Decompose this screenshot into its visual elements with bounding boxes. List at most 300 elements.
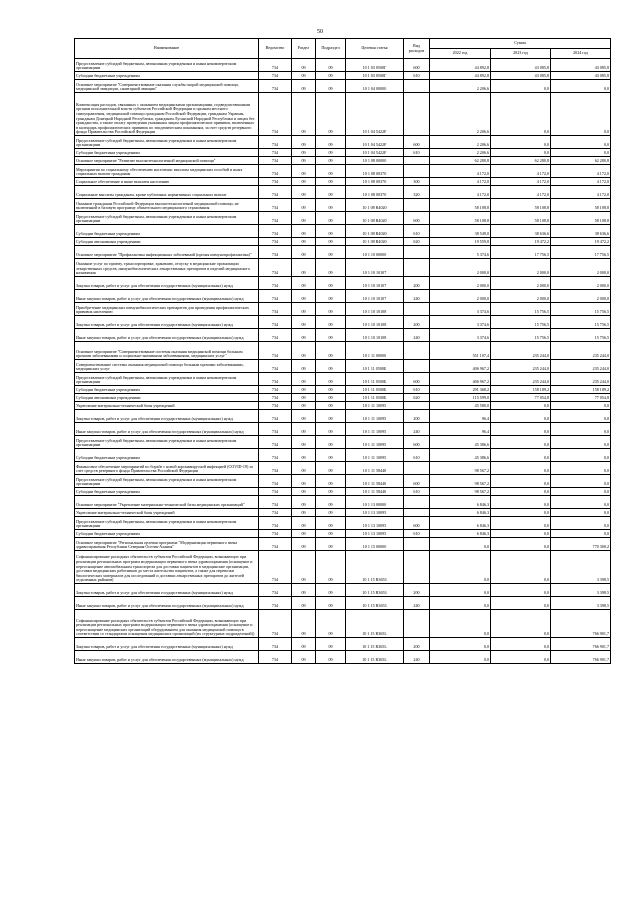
row-podrazdel: 09 — [316, 178, 346, 186]
row-podrazdel: 09 — [316, 538, 346, 551]
table-row — [75, 423, 611, 436]
row-ved: 734 — [259, 290, 292, 303]
row-csr: 10 1 10 10108 — [346, 329, 404, 342]
row-vr: 610 — [404, 72, 430, 80]
row-csr: 10 1 10 00000 — [346, 246, 404, 259]
row-sum-2024: 17 756,5 — [551, 246, 611, 259]
row-podrazdel: 09 — [316, 149, 346, 157]
row-name: Предоставление субсидий бюджетным, автономным учреждениям и иным некоммерческим организациям — [75, 373, 259, 386]
row-razdel: 09 — [292, 509, 316, 517]
row-podrazdel: 09 — [316, 360, 346, 373]
row-podrazdel: 09 — [316, 410, 346, 423]
row-sum-2022: 98 567,2 — [430, 475, 491, 488]
row-podrazdel: 09 — [316, 517, 346, 530]
row-sum-2023: 0,0 — [491, 651, 551, 664]
row-ved: 734 — [259, 149, 292, 157]
table-row — [75, 402, 611, 410]
row-ved: 734 — [259, 462, 292, 475]
table-row — [75, 462, 611, 475]
row-name: Субсидии бюджетным учреждениям — [75, 530, 259, 538]
row-sum-2024: 0,0 — [551, 496, 611, 509]
row-sum-2022: 2 206,6 — [430, 136, 491, 149]
row-sum-2024: 0,0 — [551, 530, 611, 538]
page-number: 50 — [317, 29, 323, 35]
row-ved: 734 — [259, 303, 292, 316]
table-row — [75, 517, 611, 530]
row-razdel: 09 — [292, 530, 316, 538]
row-sum-2023: 0,0 — [491, 530, 551, 538]
row-csr: 10 1 13 00000 — [346, 496, 404, 509]
row-razdel: 09 — [292, 342, 316, 360]
row-ved: 734 — [259, 436, 292, 449]
row-podrazdel: 09 — [316, 610, 346, 638]
row-name: Оказание гражданам Российской Федерации высокотехнологичной медицинской помощи, не включенной в базовую программу обязательного медицинского страхования — [75, 199, 259, 212]
row-vr — [404, 538, 430, 551]
row-vr: 240 — [404, 597, 430, 610]
row-podrazdel: 09 — [316, 199, 346, 212]
row-vr — [404, 610, 430, 638]
row-sum-2022: 96,4 — [430, 423, 491, 436]
row-razdel: 09 — [292, 436, 316, 449]
row-sum-2023: 0,0 — [491, 449, 551, 462]
row-podrazdel: 09 — [316, 436, 346, 449]
row-ved: 734 — [259, 199, 292, 212]
row-sum-2024: 766 901,7 — [551, 651, 611, 664]
row-razdel: 09 — [292, 212, 316, 225]
row-csr: 10 1 11 10095 — [346, 410, 404, 423]
row-podrazdel: 09 — [316, 329, 346, 342]
table-row — [75, 238, 611, 246]
row-sum-2023: 2 000,0 — [491, 277, 551, 290]
row-sum-2023: 15 756,5 — [491, 329, 551, 342]
row-sum-2023: 4 172,0 — [491, 186, 551, 199]
row-sum-2024: 43 085,8 — [551, 72, 611, 80]
row-name: Предоставление субсидий бюджетным, автономным учреждениям и иным некоммерческим организациям — [75, 475, 259, 488]
row-name: Укрепление материально-технической базы учреждений — [75, 402, 259, 410]
budget-table — [74, 38, 611, 664]
row-vr: 300 — [404, 178, 430, 186]
row-vr: 200 — [404, 277, 430, 290]
table-row — [75, 410, 611, 423]
row-csr: 10 1 08 R4020 — [346, 238, 404, 246]
table-row — [75, 303, 611, 316]
row-razdel: 09 — [292, 199, 316, 212]
row-ved: 734 — [259, 538, 292, 551]
row-vr — [404, 496, 430, 509]
row-podrazdel: 09 — [316, 165, 346, 178]
header-2024: 2024 год — [551, 49, 611, 59]
row-razdel: 09 — [292, 410, 316, 423]
table-row — [75, 394, 611, 402]
row-csr: 10 1 04 5422F — [346, 149, 404, 157]
row-sum-2023: 58 108,8 — [491, 212, 551, 225]
row-razdel: 09 — [292, 394, 316, 402]
row-sum-2022: 5 374,6 — [430, 246, 491, 259]
row-vr — [404, 551, 430, 584]
row-csr: 10 1 10 10108 — [346, 316, 404, 329]
table-row — [75, 449, 611, 462]
row-name: Основное мероприятие "Региональная целевая программа "Модернизация первичного звена здравоохранения Республики Северная Осетия-Алания" — [75, 538, 259, 551]
row-vr: 600 — [404, 436, 430, 449]
row-sum-2022: 406 967,2 — [430, 373, 491, 386]
row-ved: 734 — [259, 551, 292, 584]
table-row — [75, 360, 611, 373]
row-sum-2024: 58 108,8 — [551, 199, 611, 212]
table-row — [75, 584, 611, 597]
row-sum-2022: 2 000,0 — [430, 259, 491, 277]
row-sum-2024: 15 756,5 — [551, 303, 611, 316]
row-name: Мероприятия по социальному обеспечению населения: выплаты медицинских пособий и иных социальных выплат гражданам — [75, 165, 259, 178]
row-sum-2022: 45 386,6 — [430, 449, 491, 462]
row-vr — [404, 246, 430, 259]
table-row — [75, 225, 611, 238]
row-podrazdel: 09 — [316, 509, 346, 517]
row-sum-2024: 2 000,0 — [551, 259, 611, 277]
row-razdel: 09 — [292, 329, 316, 342]
row-ved: 734 — [259, 225, 292, 238]
row-razdel: 09 — [292, 449, 316, 462]
row-name: Основное мероприятие "Профилактика инфекционных заболеваний (прочая иммунопрофилактика)" — [75, 246, 259, 259]
row-vr: 200 — [404, 638, 430, 651]
row-sum-2022: 45 580,0 — [430, 402, 491, 410]
row-sum-2022: 406 967,2 — [430, 360, 491, 373]
row-sum-2022: 0,0 — [430, 638, 491, 651]
row-sum-2024: 15 756,5 — [551, 329, 611, 342]
row-sum-2022: 2 206,6 — [430, 80, 491, 93]
row-vr: 240 — [404, 290, 430, 303]
row-sum-2024: 62 280,8 — [551, 157, 611, 165]
row-sum-2024: 15 756,5 — [551, 316, 611, 329]
row-ved: 734 — [259, 246, 292, 259]
row-podrazdel: 09 — [316, 449, 346, 462]
row-razdel: 09 — [292, 186, 316, 199]
row-name: Закупка товаров, работ и услуг для обеспечения государственных (муниципальных) нужд — [75, 277, 259, 290]
row-name: Предоставление субсидий бюджетным, автономным учреждениям и иным некоммерческим организациям — [75, 136, 259, 149]
row-csr: 10 1 11 0500Б — [346, 360, 404, 373]
row-sum-2024: 3 398,5 — [551, 551, 611, 584]
row-sum-2022: 0,0 — [430, 551, 491, 584]
row-sum-2023: 62 280,8 — [491, 157, 551, 165]
row-razdel: 09 — [292, 157, 316, 165]
row-vr: 320 — [404, 186, 430, 199]
row-razdel: 09 — [292, 246, 316, 259]
row-sum-2023: 0,0 — [491, 610, 551, 638]
row-csr: 10 1 15 R365L — [346, 638, 404, 651]
row-sum-2022: 0,0 — [430, 597, 491, 610]
row-ved: 734 — [259, 488, 292, 496]
row-sum-2022: 19 559,8 — [430, 238, 491, 246]
row-sum-2022: 58 108,8 — [430, 212, 491, 225]
row-ved: 734 — [259, 394, 292, 402]
row-csr: 10 1 08 00000 — [346, 157, 404, 165]
row-sum-2023: 235 244,0 — [491, 360, 551, 373]
row-sum-2022: 62 280,8 — [430, 157, 491, 165]
row-podrazdel: 09 — [316, 303, 346, 316]
row-name: Закупка товаров, работ и услуг для обеспечения государственных (муниципальных) нужд — [75, 410, 259, 423]
row-sum-2024: 766 901,7 — [551, 638, 611, 651]
row-name: Компенсация расходов, связанных с оказанием медицинскими организациями, подведомственными органам исполнительной власти субъектов Российской Федерации и органам местного самоуправления, медицинской помощи гражданам Российской Федерации, гражданам Украины, гражданам Донецкой Народной Республики, гражданам Луганской Народной Республики и лицам без гражданства, а также оплату проведения указанным лицам профилактических прививок, включенных в календарь профилактических прививок по эпидемическим показаниям, за счет средств резервного фонда Правительства Российской Федерации — [75, 93, 259, 136]
row-sum-2024: 0,0 — [551, 488, 611, 496]
row-name: Субсидии бюджетным учреждениям — [75, 149, 259, 157]
row-sum-2022: 3 374,6 — [430, 303, 491, 316]
row-podrazdel: 09 — [316, 277, 346, 290]
row-ved: 734 — [259, 530, 292, 538]
row-sum-2022: 2 000,0 — [430, 277, 491, 290]
row-razdel: 09 — [292, 59, 316, 72]
row-ved: 734 — [259, 157, 292, 165]
row-razdel: 09 — [292, 475, 316, 488]
row-vr — [404, 342, 430, 360]
row-name: Оказание услуг по приему, транспортировке, хранению, отпуску в медицинские организации лекарственных средств, иммунобиологических лекарственных препаратов и изделий медицинского назначения — [75, 259, 259, 277]
row-name: Иные закупки товаров, работ и услуг для обеспечения государственных (муниципальных) нужд — [75, 651, 259, 664]
row-csr: 10 1 04 00000 — [346, 80, 404, 93]
row-vr — [404, 259, 430, 277]
row-sum-2024: 0,0 — [551, 462, 611, 475]
row-name: Приобретение медицинских иммунобиологических препаратов для проведения профилактических прививок населению — [75, 303, 259, 316]
table-row — [75, 436, 611, 449]
row-sum-2024: 0,0 — [551, 149, 611, 157]
row-sum-2023: 0,0 — [491, 136, 551, 149]
row-sum-2024: 2 000,0 — [551, 277, 611, 290]
row-razdel: 09 — [292, 238, 316, 246]
row-sum-2024: 766 901,7 — [551, 610, 611, 638]
row-csr: 10 1 11 58440 — [346, 488, 404, 496]
table-row — [75, 373, 611, 386]
row-sum-2022: 6 846,3 — [430, 517, 491, 530]
row-sum-2024: 0,0 — [551, 402, 611, 410]
row-razdel: 09 — [292, 402, 316, 410]
header-2022: 2022 год — [430, 49, 491, 59]
row-ved: 734 — [259, 610, 292, 638]
row-ved: 734 — [259, 165, 292, 178]
row-name: Предоставление субсидий бюджетным, автономным учреждениям и иным некоммерческим организациям — [75, 212, 259, 225]
row-sum-2023: 0,0 — [491, 475, 551, 488]
row-vr: 610 — [404, 225, 430, 238]
row-sum-2024: 0,0 — [551, 517, 611, 530]
row-sum-2023: 0,0 — [491, 423, 551, 436]
row-name: Предоставление субсидий бюджетным, автономным учреждениям и иным некоммерческим организациям — [75, 436, 259, 449]
row-podrazdel: 09 — [316, 651, 346, 664]
table-row — [75, 386, 611, 394]
row-sum-2023: 2 000,0 — [491, 290, 551, 303]
table-row — [75, 509, 611, 517]
row-name: Предоставление субсидий бюджетным, автономным учреждениям и иным некоммерческим организациям — [75, 59, 259, 72]
row-csr: 10 1 08 R4020 — [346, 199, 404, 212]
table-row — [75, 259, 611, 277]
row-sum-2024: 3 398,5 — [551, 584, 611, 597]
row-sum-2024: 0,0 — [551, 423, 611, 436]
table-row — [75, 59, 611, 72]
row-sum-2023: 17 756,5 — [491, 246, 551, 259]
table-row — [75, 290, 611, 303]
row-ved: 734 — [259, 93, 292, 136]
row-sum-2023: 15 756,5 — [491, 316, 551, 329]
row-sum-2024: 4 172,0 — [551, 165, 611, 178]
row-name: Иные закупки товаров, работ и услуг для обеспечения государственных (муниципальных) нужд — [75, 290, 259, 303]
row-csr: 10 1 10 10108 — [346, 303, 404, 316]
row-razdel: 09 — [292, 488, 316, 496]
row-sum-2023: 235 244,0 — [491, 373, 551, 386]
row-sum-2024: 4 172,0 — [551, 186, 611, 199]
row-name: Субсидии бюджетным учреждениям — [75, 449, 259, 462]
row-name: Основное мероприятие "Укрепление материально-технической базы медицинских организаций" — [75, 496, 259, 509]
row-sum-2024: 0,0 — [551, 475, 611, 488]
row-sum-2023: 0,0 — [491, 551, 551, 584]
row-sum-2023: 0,0 — [491, 488, 551, 496]
row-sum-2024: 3 398,5 — [551, 597, 611, 610]
row-csr: 10 1 11 0500Б — [346, 394, 404, 402]
row-vr — [404, 199, 430, 212]
row-podrazdel: 09 — [316, 402, 346, 410]
table-row — [75, 93, 611, 136]
row-csr: 10 1 08 00370 — [346, 178, 404, 186]
row-csr: 10 1 03 0500Г — [346, 59, 404, 72]
row-sum-2022: 6 846,3 — [430, 530, 491, 538]
row-sum-2023: 0,0 — [491, 402, 551, 410]
row-podrazdel: 09 — [316, 584, 346, 597]
row-sum-2023: 158 189,2 — [491, 386, 551, 394]
row-ved: 734 — [259, 277, 292, 290]
row-sum-2022: 551 107,4 — [430, 342, 491, 360]
row-sum-2022: 6 846,3 — [430, 496, 491, 509]
row-csr: 10 1 15 R365L — [346, 610, 404, 638]
row-sum-2024: 235 244,0 — [551, 373, 611, 386]
row-sum-2024: 19 472,2 — [551, 238, 611, 246]
row-name: Субсидии бюджетным учреждениям — [75, 386, 259, 394]
row-name: Основное мероприятие "Развитие высокотехнологичной медицинской помощи" — [75, 157, 259, 165]
header-podrazdel: Подраздел — [316, 39, 346, 59]
row-sum-2022: 6 846,3 — [430, 509, 491, 517]
table-row — [75, 538, 611, 551]
row-razdel: 09 — [292, 517, 316, 530]
row-sum-2024: 0,0 — [551, 136, 611, 149]
row-sum-2024: 0,0 — [551, 80, 611, 93]
row-podrazdel: 09 — [316, 93, 346, 136]
row-ved: 734 — [259, 72, 292, 80]
row-vr: 610 — [404, 449, 430, 462]
row-vr: 600 — [404, 212, 430, 225]
row-csr: 10 1 11 58440 — [346, 462, 404, 475]
row-csr: 10 1 11 10095 — [346, 449, 404, 462]
row-ved: 734 — [259, 651, 292, 664]
table-row — [75, 212, 611, 225]
row-podrazdel: 09 — [316, 59, 346, 72]
row-csr: 10 1 11 0500Б — [346, 386, 404, 394]
row-vr: 610 — [404, 149, 430, 157]
row-sum-2024: 0,0 — [551, 410, 611, 423]
row-sum-2022: 96,4 — [430, 410, 491, 423]
row-sum-2024: 38 636,6 — [551, 225, 611, 238]
row-csr: 10 1 10 10107 — [346, 277, 404, 290]
table-row — [75, 530, 611, 538]
row-vr: 600 — [404, 59, 430, 72]
row-sum-2023: 235 244,0 — [491, 342, 551, 360]
row-vr: 610 — [404, 530, 430, 538]
row-sum-2023: 58 108,8 — [491, 199, 551, 212]
row-sum-2022: 2 206,6 — [430, 149, 491, 157]
row-sum-2022: 0,0 — [430, 610, 491, 638]
row-csr: 10 1 10 10107 — [346, 259, 404, 277]
row-sum-2023: 4 172,0 — [491, 178, 551, 186]
row-sum-2023: 0,0 — [491, 584, 551, 597]
table-row — [75, 551, 611, 584]
row-name: Субсидии бюджетным учреждениям — [75, 225, 259, 238]
row-csr: 10 1 08 00370 — [346, 186, 404, 199]
table-row — [75, 496, 611, 509]
row-razdel: 09 — [292, 373, 316, 386]
row-vr: 620 — [404, 394, 430, 402]
row-name: Софинансирование расходных обязательств субъектов Российской Федерации, возникающих при реализации региональных программ модернизации первичного звена здравоохранения (оснащение и переоснащение медицинских организаций оборудованием для оказания медицинской помощи в соответствии со стандартами оснащения медицинских организаций (их структурных подразделений)) — [75, 610, 259, 638]
row-podrazdel: 09 — [316, 373, 346, 386]
row-razdel: 09 — [292, 277, 316, 290]
row-name: Закупка товаров, работ и услуг для обеспечения государственных (муниципальных) нужд — [75, 638, 259, 651]
row-razdel: 09 — [292, 225, 316, 238]
row-name: Иные закупки товаров, работ и услуг для обеспечения государственных (муниципальных) нужд — [75, 597, 259, 610]
table-row — [75, 329, 611, 342]
row-razdel: 09 — [292, 290, 316, 303]
row-ved: 734 — [259, 342, 292, 360]
row-podrazdel: 09 — [316, 342, 346, 360]
row-sum-2022: 98 567,2 — [430, 462, 491, 475]
table-row — [75, 186, 611, 199]
row-sum-2023: 0,0 — [491, 462, 551, 475]
row-vr: 600 — [404, 373, 430, 386]
row-razdel: 09 — [292, 423, 316, 436]
table-row — [75, 157, 611, 165]
row-vr: 200 — [404, 584, 430, 597]
table-row — [75, 178, 611, 186]
table-row — [75, 165, 611, 178]
row-csr: 10 1 03 0500Г — [346, 72, 404, 80]
table-row — [75, 136, 611, 149]
row-csr: 10 1 13 10095 — [346, 509, 404, 517]
row-sum-2023: 77 054,8 — [491, 394, 551, 402]
row-ved: 734 — [259, 212, 292, 225]
row-razdel: 09 — [292, 638, 316, 651]
row-sum-2023: 0,0 — [491, 538, 551, 551]
row-sum-2023: 2 000,0 — [491, 259, 551, 277]
table-row — [75, 277, 611, 290]
row-ved: 734 — [259, 402, 292, 410]
row-podrazdel: 09 — [316, 212, 346, 225]
table-row — [75, 597, 611, 610]
row-csr: 10 1 11 10095 — [346, 423, 404, 436]
row-ved: 734 — [259, 329, 292, 342]
header-summa: Сумма — [430, 39, 611, 49]
row-vr: 200 — [404, 316, 430, 329]
table-row — [75, 199, 611, 212]
row-ved: 734 — [259, 59, 292, 72]
row-vr: 200 — [404, 410, 430, 423]
row-sum-2022: 45 386,6 — [430, 436, 491, 449]
row-sum-2022: 38 549,0 — [430, 225, 491, 238]
row-sum-2024: 770 300,2 — [551, 538, 611, 551]
row-sum-2023: 43 085,8 — [491, 59, 551, 72]
row-vr — [404, 360, 430, 373]
row-podrazdel: 09 — [316, 488, 346, 496]
row-ved: 734 — [259, 449, 292, 462]
row-sum-2022: 3 374,6 — [430, 316, 491, 329]
row-ved: 734 — [259, 360, 292, 373]
row-name: Субсидии автономным учреждениям — [75, 238, 259, 246]
row-csr: 10 1 11 0500Б — [346, 373, 404, 386]
row-razdel: 09 — [292, 93, 316, 136]
row-vr: 600 — [404, 136, 430, 149]
row-podrazdel: 09 — [316, 157, 346, 165]
row-name: Субсидии бюджетным учреждениям — [75, 488, 259, 496]
row-vr — [404, 402, 430, 410]
row-sum-2023: 19 472,2 — [491, 238, 551, 246]
